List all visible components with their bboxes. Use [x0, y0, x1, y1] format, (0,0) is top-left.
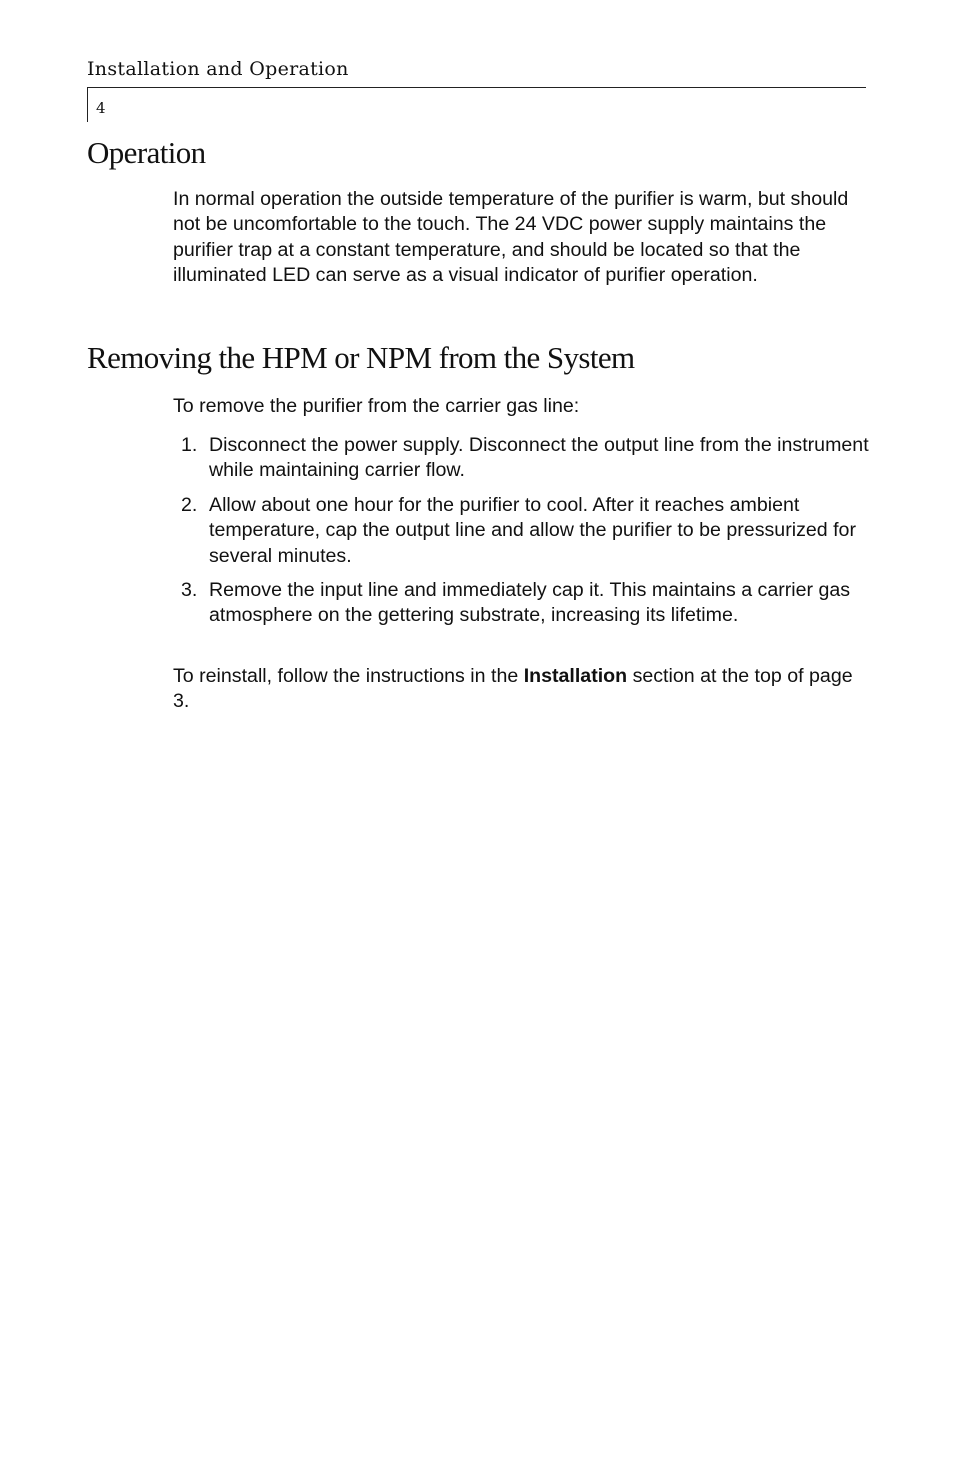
- step-item: [173, 433, 873, 484]
- operation-paragraph: In normal operation the outside temperature of the purifier is warm, but should not be uncomfortable to the touch. The 24 VDC power supply maintains the purifier trap at a constant temperature, and should be located so that the illuminated LED can serve as a visual indicator of purifier operation.: [173, 188, 849, 287]
- removal-steps: [173, 433, 873, 638]
- header-tick: [87, 87, 88, 122]
- removing-intro: To remove the purifier from the carrier gas line:: [173, 395, 580, 417]
- reinstall-text-after: section at the top of page 3.: [173, 665, 853, 713]
- removing-heading: Removing the HPM or NPM from the System: [87, 340, 635, 375]
- step-number: 2.: [181, 493, 198, 516]
- step-text: Allow about one hour for the purifier to cool. After it reaches ambient temperature, cap the output line and allow the purifier to be pressurized for several minutes.: [209, 493, 856, 567]
- step-text: Remove the input line and immediately cap it. This maintains a carrier gas atmosphere on the gettering substrate, increasing its lifetime.: [209, 579, 851, 627]
- step-text: Disconnect the power supply. Disconnect the output line from the instrument while maintaining carrier flow.: [209, 434, 869, 482]
- step-item: [173, 578, 873, 629]
- page-number: 4: [96, 99, 106, 117]
- installation-reference: Installation: [523, 665, 628, 687]
- reinstall-paragraph: [173, 664, 873, 715]
- step-number: 3.: [181, 579, 198, 602]
- running-header: Installation and Operation: [87, 58, 349, 80]
- step-number: 1.: [181, 434, 198, 456]
- operation-heading: Operation: [87, 135, 206, 170]
- reinstall-text-before: To reinstall, follow the instructions in the: [173, 665, 524, 687]
- header-rule: [87, 87, 866, 88]
- step-item: [173, 493, 873, 569]
